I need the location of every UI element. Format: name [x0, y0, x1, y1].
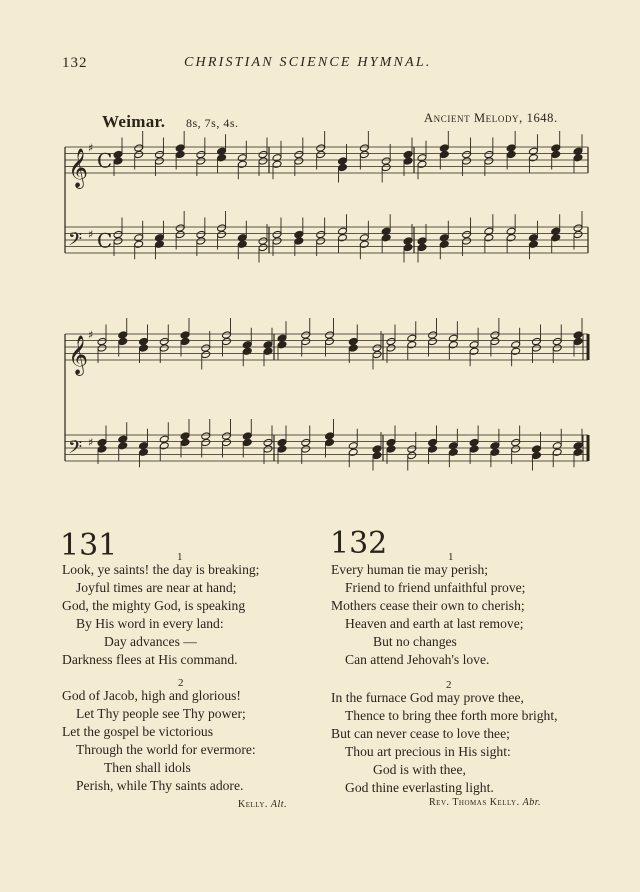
hymn-131-v1-line-4: By His word in every land:: [76, 616, 224, 631]
svg-text:𝄢: 𝄢: [68, 437, 83, 463]
hymn-131-author: Kelly.: [238, 799, 268, 810]
hymn-131-author-note: Alt.: [270, 799, 288, 810]
svg-text:♯: ♯: [88, 228, 94, 242]
hymn-131-v1-line-5: Day advances —: [104, 634, 197, 649]
svg-text:♯: ♯: [88, 436, 94, 450]
hymn-132-v1-line-4: Heaven and earth at last remove;: [345, 616, 524, 631]
hymn-131-v2-line-6: Perish, while Thy saints adore.: [76, 778, 244, 793]
hymn-132-attribution: [429, 797, 541, 808]
hymn-131-v1-line-6: Darkness flees at His command.: [62, 652, 238, 667]
tune-composer: Ancient Melody, 1648.: [424, 111, 558, 125]
svg-text:♯: ♯: [88, 328, 94, 342]
svg-text:𝄢: 𝄢: [68, 229, 83, 255]
hymn-132-v2-line-6: God thine everlasting light.: [345, 780, 494, 795]
hymn-132-verse-2-number: 2: [446, 679, 452, 691]
tune-name: Weimar.: [102, 112, 166, 131]
hymn-131-v2-line-4: Through the world for evermore:: [76, 742, 256, 757]
hymn-131-v1-line-1: Look, ye saints! the day is breaking;: [62, 562, 260, 577]
hymn-131-attribution: [238, 799, 287, 810]
hymn-132-author-note: Abr.: [522, 797, 542, 808]
hymn-131-v2-line-1: God of Jacob, high and glorious!: [62, 688, 241, 703]
svg-text:C: C: [97, 228, 113, 253]
hymn-132-number: 132: [330, 526, 388, 561]
page-number: 132: [62, 55, 88, 71]
hymn-132-v1-line-3: Mothers cease their own to cherish;: [331, 598, 525, 613]
hymn-132-v1-line-6: Can attend Jehovah's love.: [345, 652, 490, 667]
hymn-131-verse-1-number: 1: [177, 551, 183, 563]
tune-meter: 8s, 7s, 4s.: [186, 116, 239, 130]
hymn-132-verse-1-number: 1: [448, 551, 454, 563]
hymn-132-author: Rev. Thomas Kelly.: [429, 797, 520, 808]
hymn-132-v1-line-2: Friend to friend unfaithful prove;: [345, 580, 526, 595]
hymn-132-v2-line-3: But can never cease to love thee;: [331, 726, 510, 741]
hymn-131-number: 131: [60, 528, 118, 563]
hymn-131-v1-line-2: Joyful times are near at hand;: [76, 580, 237, 595]
music-systems: [65, 147, 588, 461]
svg-text:C: C: [97, 148, 113, 173]
hymn-132-v2-line-4: Thou art precious in His sight:: [345, 744, 511, 759]
svg-text:♯: ♯: [88, 141, 94, 155]
hymn-132-v2-line-1: In the furnace God may prove thee,: [331, 690, 524, 705]
hymn-131-v2-line-2: Let Thy people see Thy power;: [76, 706, 246, 721]
hymn-131-v2-line-3: Let the gospel be victorious: [62, 724, 214, 739]
hymn-132-v2-line-5: God is with thee,: [373, 762, 466, 777]
hymn-131-verse-2-number: 2: [178, 677, 184, 689]
svg-text:𝄞: 𝄞: [68, 148, 89, 188]
music-notes: [68, 131, 583, 471]
hymn-132-v1-line-5: But no changes: [373, 634, 457, 649]
hymn-132-v1-line-1: Every human tie may perish;: [331, 562, 489, 577]
svg-text:𝄞: 𝄞: [68, 335, 89, 375]
hymn-131-v1-line-3: God, the mighty God, is speaking: [62, 598, 246, 613]
book-title: CHRISTIAN SCIENCE HYMNAL.: [184, 55, 432, 70]
hymn-131-v2-line-5: Then shall idols: [104, 760, 191, 775]
hymn-132-v2-line-2: Thence to bring thee forth more bright,: [345, 708, 558, 723]
